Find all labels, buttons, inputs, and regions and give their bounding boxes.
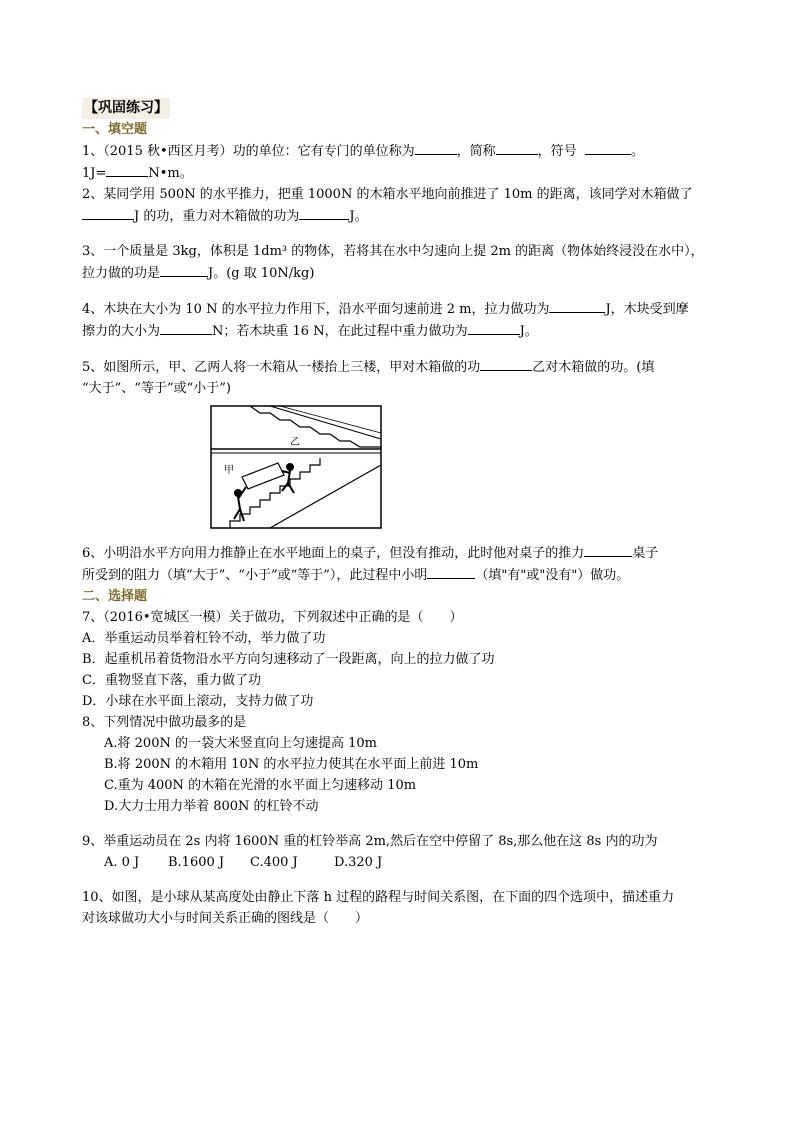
answer-blank[interactable]: [496, 140, 538, 155]
answer-blank[interactable]: [160, 262, 208, 277]
label-yi: 乙: [290, 437, 300, 448]
answer-blank[interactable]: [468, 320, 520, 335]
answer-blank[interactable]: [427, 564, 475, 579]
question-4: 4、木块在大小为 10 N 的水平拉力作用下，沿水平面匀速前进 2 m，拉力做功为 J，木块受到摩: [82, 298, 722, 320]
question-5-line-2: “大于”、“等于”或“小于”): [82, 381, 231, 396]
question-9: 9、举重运动员在 2s 内将 1600N 重的杠铃举高 2m,然后在空中停留了 8s,那么他在这 8s 内的功为: [82, 834, 658, 849]
option-b[interactable]: B.将 200N 的木箱用 10N 的水平拉力使其在水平面上前进 10m: [104, 757, 479, 772]
answer-blank[interactable]: [584, 542, 632, 557]
person-yi-head: [286, 463, 294, 471]
question-3-line-2: 拉力做的功是 J。(g 取 10N/kg): [82, 262, 722, 284]
question-1: 1、（2015 秋•西区月考）功的单位：它有专门的单位称为 ，简称 ，符号 。: [82, 140, 722, 162]
answer-blank[interactable]: [415, 140, 457, 155]
answer-blank[interactable]: [549, 298, 605, 313]
option-a[interactable]: A.将 200N 的一袋大米竖直向上匀速提高 10m: [104, 736, 377, 751]
option-a[interactable]: A．举重运动员举着杠铃不动，举力做了功: [82, 631, 326, 646]
question-1-line-2: 1J= N•m。: [82, 162, 722, 184]
question-6-line-2: 所受到的阻力（填“大于”、“小于”或“等于”），此过程中小明 （填"有"或"没有"）做功。: [82, 564, 722, 586]
answer-blank[interactable]: [106, 162, 148, 177]
option-b[interactable]: B.1600 J: [168, 855, 225, 870]
question-10-line-2: 对该球做功大小与时间关系正确的图线是（ ）: [82, 911, 369, 926]
option-c[interactable]: C.400 J: [250, 855, 298, 870]
option-b[interactable]: B．起重机吊着货物沿水平方向匀速移动了一段距离，向上的拉力做了功: [82, 652, 495, 667]
worksheet: [82, 98, 722, 929]
answer-blank[interactable]: [585, 140, 631, 155]
question-5: 5、如图所示，甲、乙两人将一木箱从一楼抬上三楼，甲对木箱做的功 乙对木箱做的功。(填: [82, 356, 722, 378]
question-8: 8、下列情况中做功最多的是: [82, 715, 247, 730]
option-d[interactable]: D．小球在水平面上滚动，支持力做了功: [82, 694, 314, 709]
question-3: 3、一个质量是 3kg，体积是 1dm³ 的物体，若将其在水中匀速向上提 2m 的距离（物体始终浸没在水中），: [82, 244, 704, 259]
question-2: 2、某同学用 500N 的水平推力，把重 1000N 的木箱水平地向前推进了 10m 的距离，该同学对木箱做了: [82, 187, 693, 202]
label-jia: 甲: [224, 465, 234, 476]
question-7: 7、（2016•宽城区一模）关于做功，下列叙述中正确的是（ ）: [82, 610, 463, 625]
question-10: 10、如图，是小球从某高度处由静止下落 h 过程的路程与时间关系图，在下面的四个选项中，描述重力: [82, 890, 675, 905]
section-fill-in: 一、填空题: [82, 122, 148, 137]
exercise-heading: 【巩固练习】: [82, 98, 722, 119]
question-9-options: [82, 852, 722, 873]
option-c[interactable]: C.重为 400N 的木箱在光滑的水平面上匀速移动 10m: [104, 778, 417, 793]
question-4-line-2: 擦力的大小为 N；若木块重 16 N，在此过程中重力做功为 J。: [82, 320, 722, 342]
answer-blank[interactable]: [480, 356, 532, 371]
option-d[interactable]: D.320 J: [334, 855, 383, 870]
answer-blank[interactable]: [82, 205, 134, 220]
option-d[interactable]: D.大力士用力举着 800N 的杠铃不动: [104, 799, 319, 814]
question-6: 6、小明沿水平方向用力推静止在水平地面上的桌子，但没有推动，此时他对桌子的推力 桌子: [82, 542, 722, 564]
section-multiple-choice: 二、选择题: [82, 589, 148, 604]
question-2-line-2: J 的功，重力对木箱做的功为 J。: [82, 205, 722, 227]
option-a[interactable]: A. 0 J: [104, 855, 140, 870]
option-c[interactable]: C．重物竖直下落，重力做了功: [82, 673, 261, 688]
answer-blank[interactable]: [160, 320, 212, 335]
answer-blank[interactable]: [299, 205, 349, 220]
stairs-figure: [210, 405, 382, 529]
